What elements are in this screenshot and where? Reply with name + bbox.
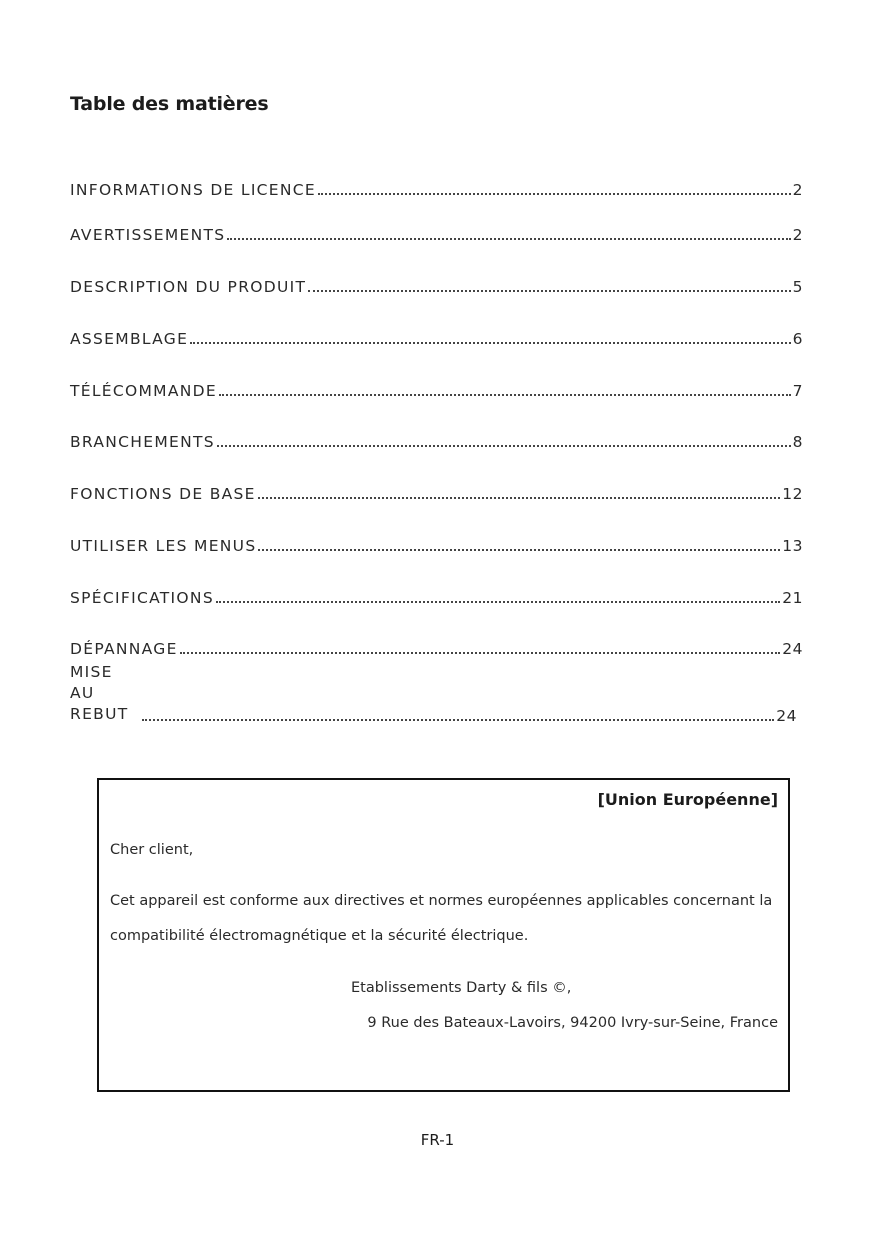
notice-body: Cet appareil est conforme aux directives et normes européennes applicables concernant la compatibilité électromagnétique et la sécurité électrique. [110,893,773,944]
toc-entry-label: BRANCHEMENTS [70,433,215,451]
toc-entry-label: FONCTIONS DE BASE [70,485,256,503]
toc-entry-page: 2 [792,181,803,199]
toc-entry-page: 12 [782,485,803,503]
toc-entry-label: DESCRIPTION DU PRODUIT [70,278,307,296]
toc-entry-depannage[interactable] [70,636,803,658]
toc-entry-assemblage[interactable] [70,326,803,348]
notice-address: 9 Rue des Bateaux-Lavoirs, 94200 Ivry-sur-Seine, France [367,1015,778,1031]
toc-entry-branchements[interactable] [70,429,803,451]
toc-entry-informations-de-licence[interactable] [70,177,803,199]
toc-entry-page: 7 [792,382,803,400]
toc-leader-dots [217,445,791,447]
toc-leader-dots [318,193,791,195]
toc-entry-specifications[interactable] [70,585,803,607]
toc-entry-page: 21 [782,589,803,607]
toc-leader-dots [258,549,780,551]
toc-entry-page: 24 [782,640,803,658]
toc-leader-dots [308,290,790,292]
toc-leader-dots [180,652,781,654]
toc-leader-dots [190,342,790,344]
notice-greeting: Cher client, [110,842,194,858]
notice-heading: [Union Européenne] [597,790,778,809]
toc-entry-page: 8 [792,433,803,451]
toc-entry-telecommande[interactable] [70,378,803,400]
toc-entry-page: 13 [782,537,803,555]
notice-company: Etablissements Darty & fils ©, [351,980,572,996]
toc-entry-mise-au-rebut[interactable] [70,663,797,725]
toc-entry-utiliser-les-menus[interactable] [70,533,803,555]
toc-entry-label: MISE AU REBUT [70,663,129,723]
page-number: FR-1 [420,1131,455,1149]
toc-entry-page: 24 [776,707,797,725]
toc-entry-label: ASSEMBLAGE [70,330,189,348]
toc-leader-dots [258,497,781,499]
toc-entry-avertissements[interactable] [70,222,803,244]
toc-leader-dots [219,394,791,396]
toc-leader-dots [227,238,790,240]
toc-entry-description-du-produit[interactable] [70,274,803,296]
toc-leader-dots [142,719,774,721]
toc-entry-label: AVERTISSEMENTS [70,226,226,244]
toc-entry-label: INFORMATIONS DE LICENCE [70,181,317,199]
toc-entry-label: UTILISER LES MENUS [70,537,257,555]
page-title: Table des matières [70,93,269,115]
toc-entry-page: 5 [792,278,803,296]
toc-leader-dots [216,601,780,603]
toc-entry-page: 6 [792,330,803,348]
toc-entry-fonctions-de-base[interactable] [70,481,803,503]
toc-entry-label: SPÉCIFICATIONS [70,589,214,607]
eu-compliance-notice [97,778,790,1092]
toc-entry-label: TÉLÉCOMMANDE [70,382,217,400]
toc-entry-label: DÉPANNAGE [70,640,178,658]
toc-entry-page: 2 [792,226,803,244]
